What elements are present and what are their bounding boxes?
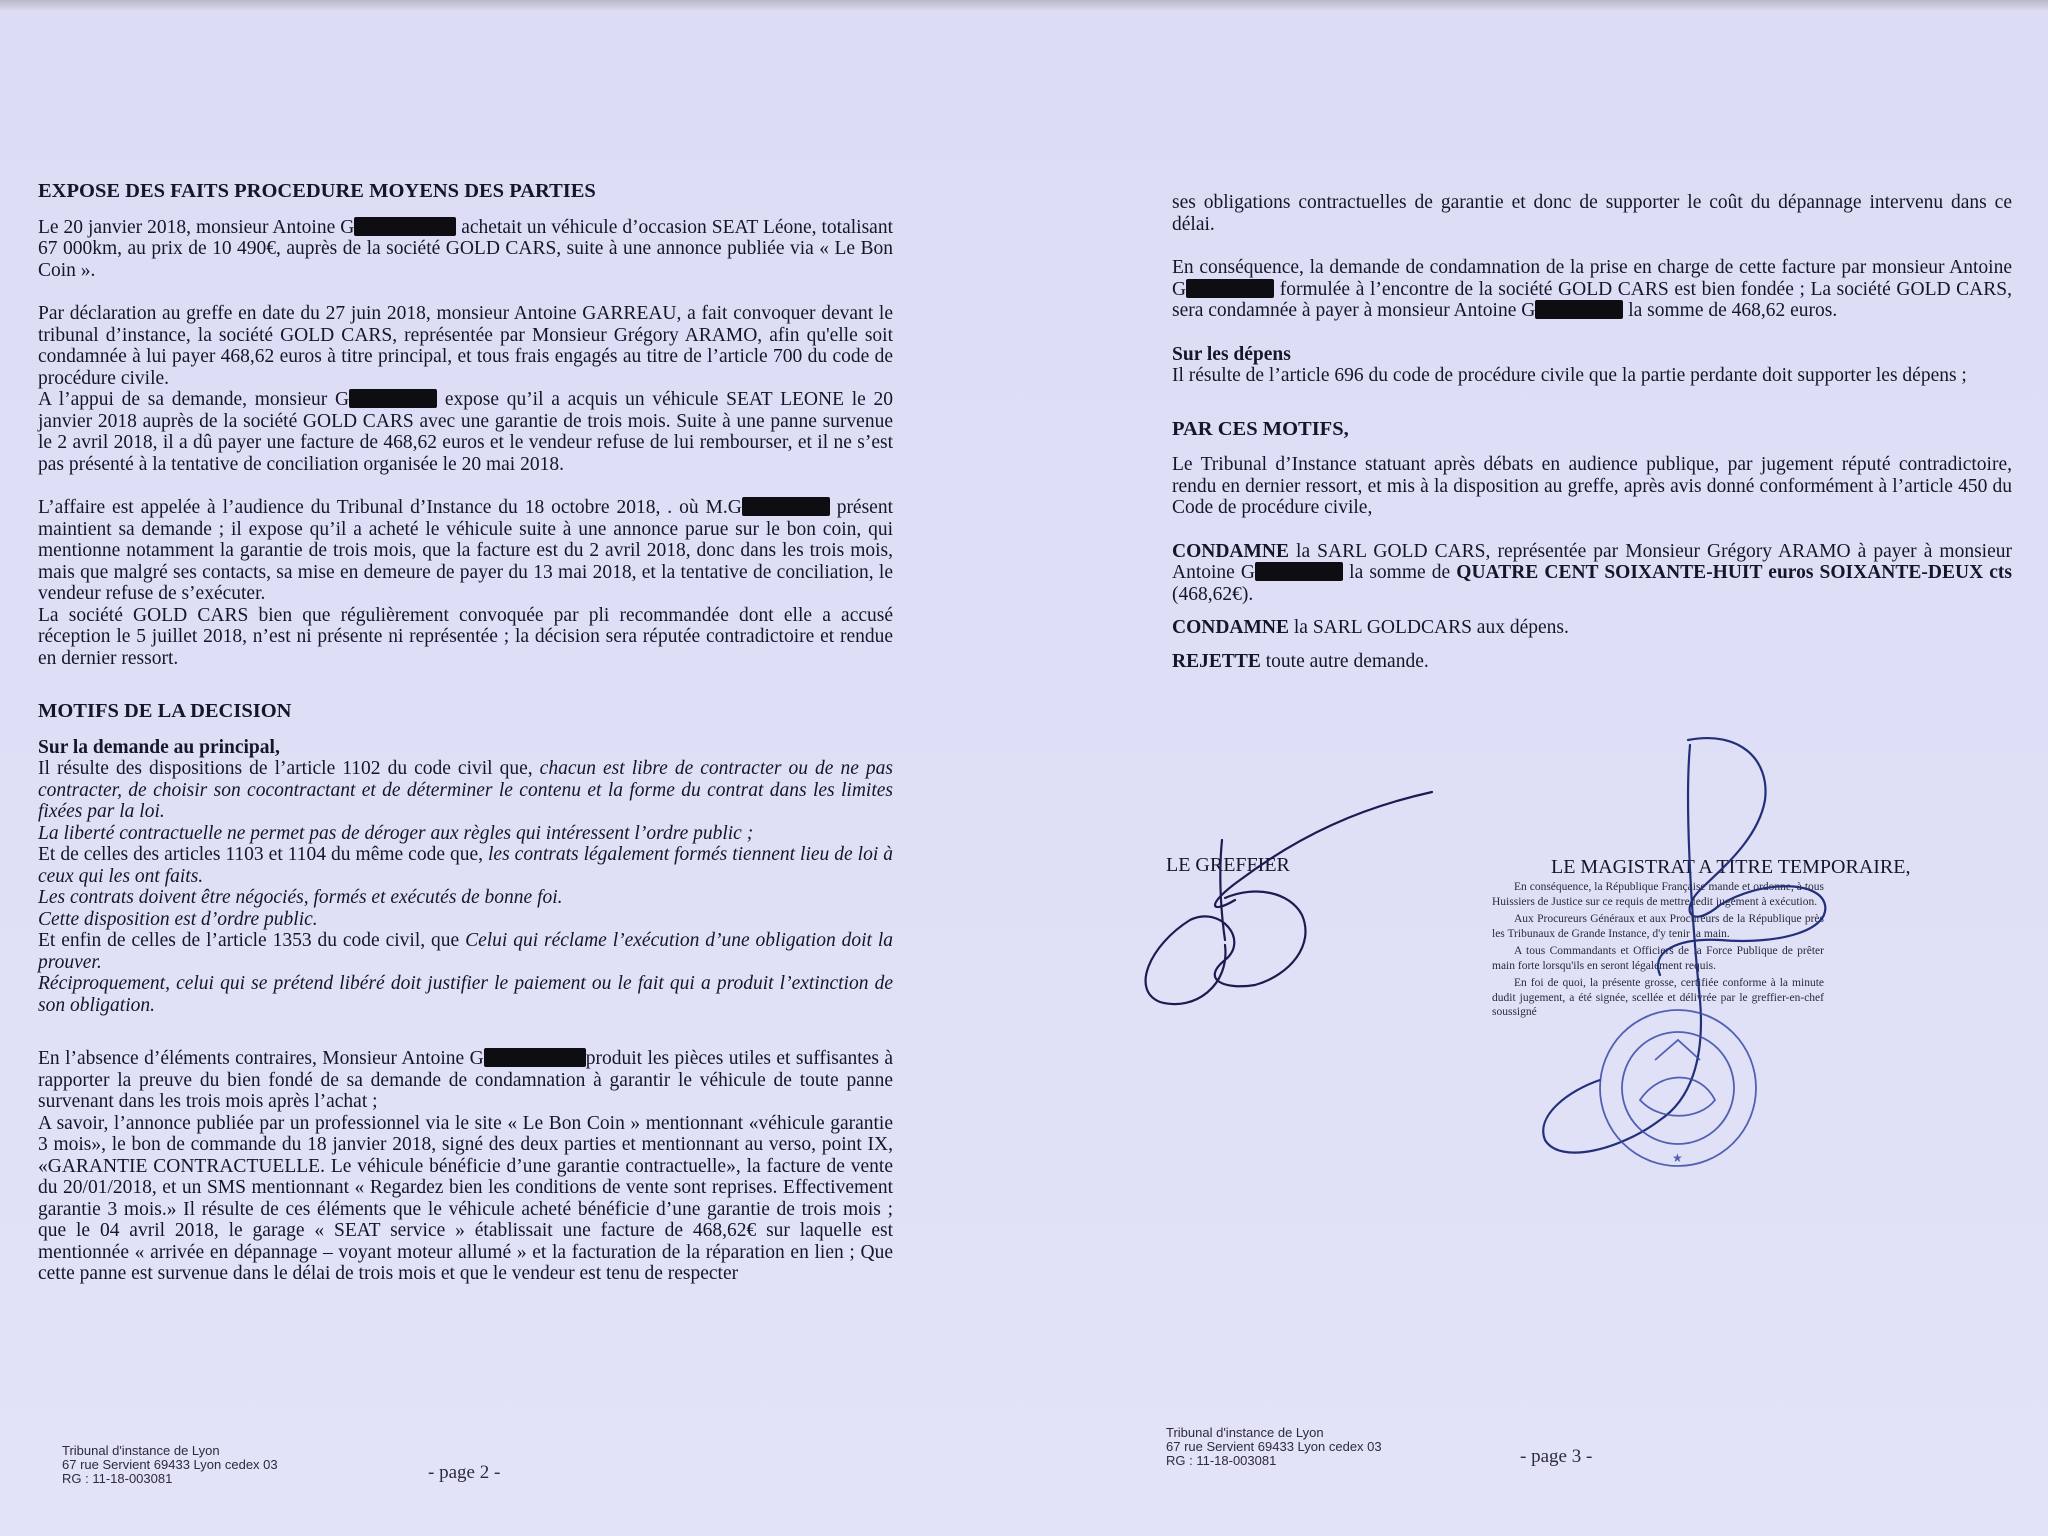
page-number-left: - page 2 - [428,1462,501,1483]
document-top-edge [0,0,2048,10]
text: formulée à l’encontre de la société GOLD CARS est bien fondée ; La société GOLD CARS, sera condamnée à payer à monsieur Antoine G [1172,278,2012,321]
heading-expose-faits: EXPOSE DES FAITS PROCEDURE MOYENS DES PARTIES [38,180,596,202]
text: la SARL GOLD CARS, représentée par Monsieur Grégory ARAMO à payer à monsieur Antoine G [1172,540,2012,583]
footer-line: 67 rue Servient 69433 Lyon cedex 03 [62,1457,278,1472]
paragraph-article-1353 [38,930,893,973]
paragraph-article-1103 [38,844,893,887]
text: toute autre demande. [1260,650,1429,672]
text: (468,62€). [1172,583,1254,605]
formula-paragraph: A tous Commandants et Officiers de la Force Publique de prêter main forte lorsqu'ils en seront légalement requis. [1492,945,1824,972]
text: L’affaire est appelée à l’audience du Tribunal d’Instance du 18 octobre 2018, . où M.G [38,497,742,518]
paragraph-rejette [1172,651,2012,673]
page-number-right: - page 3 - [1520,1446,1593,1467]
paragraph-declaration: Par déclaration au greffe en date du 27 juin 2018, monsieur Antoine GARREAU, a fait convoquer devant le tribunal d’instance, la société GOLD CARS, représentée par Monsieur Grégory ARAMO, afin qu'elle soit condamnée à lui payer 468,62 euros à titre principal, et tous frais engagés au titre de l’article 700 du code de procédure civile. [38,303,893,389]
text: A l’appui de sa demande, monsieur G [38,389,350,410]
paragraph-gold-cars: La société GOLD CARS bien que régulièrement convoquée par pli recommandée dont elle a accusé réception le 5 juillet 2018, n’est ni présente ni représentée ; la décision sera réputée contradictoire et rendue en dernier ressort. [38,604,893,669]
label-magistrat: LE MAGISTRAT A TITRE TEMPORAIRE, [1551,856,1911,878]
paragraph-tribunal-statuant: Le Tribunal d’Instance statuant après débats en audience publique, par jugement réputé contradictoire, rendu en dernier ressort, et mis à la disposition au greffe, après avis donné conformément à l’article 450 du Code de procédure civile, [1172,454,2012,518]
paragraph-consequence [1172,257,2012,322]
footer-left [62,1444,278,1486]
greffier-signature [1146,792,1432,1004]
text: Et enfin de celles de l’article 1353 du code civil, que [38,930,466,951]
footer-line: 67 rue Servient 69433 Lyon cedex 03 [1166,1439,1382,1454]
text-italic: Celui qui réclame l’exécution d’une obligation doit la prouver. [38,930,893,973]
formula-paragraph: En conséquence, la République Française mande et ordonne, à tous Huissiers de Justice sur ce requis de mettre ledit jugement à exécution. [1492,881,1824,908]
text: Le 20 janvier 2018, monsieur Antoine G [38,216,355,238]
text: la SARL GOLDCARS aux dépens. [1289,617,1569,638]
paragraph-article-696: Il résulte de l’article 696 du code de procédure civile que la partie perdante doit supporter les dépens ; [1172,365,1967,386]
formula-paragraph: En foi de quoi, la présente grosse, certifiée conforme à la minute dudit jugement, a été signée, scellée et délivrée par le greffier-en-chef soussigné [1492,977,1824,1018]
paragraph-a-savoir: A savoir, l’annonce publiée par un professionnel via le site « Le Bon Coin » mentionnant «véhicule garantie 3 mois», le bon de commande du 18 janvier 2018, signé des deux parties et mentionnant au verso, point IX, «GARANTIE CONTRACTUELLE. Le véhicule bénéficie d’une garantie contractuelle», la facture de vente du 20/01/2018, et un SMS mentionnant « Regardez bien les conditions de vente sont reprises. Effectivement garantie 3 mois.» Il résulte de ces éléments que le véhicule acheté bénéficie d’une garantie de trois mois ; que le 04 avril 2018, le garage « SEAT service » établissait une facture de 468,62€ sur laquelle est mentionnée « arrivée en dépannage – voyant moteur allumé » et la facturation de la réparation en lien ; Que cette panne est survenue dans le délai de trois mois et que le vendeur est tenu de respecter [38,1112,893,1284]
text: En conséquence, la demande de condamnation de la prise en charge de cette facture par monsieur Antoine G [1172,257,2012,300]
text-italic: les contrats légalement formés tiennent lieu de loi à ceux qui les ont faits. [38,844,894,887]
footer-line: Tribunal d'instance de Lyon [1166,1425,1324,1440]
paragraph-liberte: La liberté contractuelle ne permet pas de déroger aux règles qui intéressent l’ordre public ; [38,822,754,844]
text: expose qu’il a acquis un véhicule SEAT LEONE le 20 janvier 2018 auprès de la société GOLD CARS avec une garantie de trois mois. Suite à une panne survenue le 2 avril 2018, il a dû payer une facture de 468,62 euros et le vendeur refuse de lui rembourser, et il ne s’est pas présenté à la tentative de conciliation organisée le 20 mai 2018. [38,389,893,475]
left-page-body [38,181,893,1285]
redaction-bar [1535,300,1623,319]
paragraph-obligations: ses obligations contractuelles de garantie et donc de supporter le coût du dépannage intervenu dans ce délai. [1172,192,2012,235]
paragraph-reciproquement: Réciproquement, celui qui se prétend libéré doit justifier le paiement ou le fait qui a produit l’extinction de son obligation. [38,973,893,1016]
text: produit les pièces utiles et suffisantes à rapporter la preuve du bien fondé de sa demande de condamnation à garantir le véhicule de toute panne survenant dans les trois mois après l’achat ; [38,1048,894,1112]
keyword-condamne: CONDAMNE [1172,617,1289,638]
text: Il résulte des dispositions de l’article 1102 du code civil que, [38,758,540,779]
text: achetait un véhicule d’occasion SEAT Léone, totalisant 67 000km, au prix de 10 490€, auprès de la société GOLD CARS, suite à une annonce publiée via « Le Bon Coin ». [38,216,893,281]
redaction-bar [1186,279,1274,298]
paragraph-absence-elements [38,1048,893,1113]
heading-par-ces-motifs: PAR CES MOTIFS, [1172,417,1349,440]
formula-paragraph: Aux Procureurs Généraux et aux Procureurs de la République près les Tribunaux de Grande Instance, d'y tenir la main. [1492,913,1824,940]
text: la somme de [1343,562,1457,583]
paragraph-condamne-depens [1172,617,2012,639]
footer-right [1166,1426,1382,1468]
paragraph-ordre-public: Cette disposition est d’ordre public. [38,908,318,930]
subheading-demande-principal: Sur la demande au principal, [38,736,280,758]
paragraph-condamne-paiement [1172,541,2012,606]
right-page-body [1172,192,2012,672]
paragraph-audience [38,497,893,605]
keyword-condamne: CONDAMNE [1172,540,1289,562]
keyword-rejette: REJETTE [1172,650,1261,672]
paragraph-achat [38,217,893,282]
paragraph-bonne-foi: Les contrats doivent être négociés, formés et exécutés de bonne foi. [38,887,563,908]
label-greffier: LE GREFFIER [1166,854,1290,876]
text: présent maintient sa demande ; il expose qu’il a acheté le véhicule suite à une annonce parue sur le bon coin, qui mentionne notamment la garantie de trois mois, que la facture est du 2 avril 2018, donc dans les trois mois, mais que malgré ses contacts, sa mise en demeure de payer du 13 mai 2018, et la tentative de conciliation, le vendeur refuse de s’exécuter. [38,497,894,604]
svg-text:★: ★ [1672,1151,1683,1165]
footer-line: RG : 11-18-003081 [62,1471,173,1486]
text-italic: chacun est libre de contracter ou de ne pas contracter, de choisir son cocontractant et de déterminer le contenu et la forme du contrat dans les limites fixées par la loi. [38,758,893,822]
amount-in-words: QUATRE CENT SOIXANTE-HUIT euros SOIXANTE-DEUX cts [1456,562,2013,583]
footer-line: Tribunal d'instance de Lyon [62,1443,220,1458]
court-seal [1600,1010,1756,1166]
redaction-bar [742,497,830,516]
redaction-bar [484,1048,586,1067]
redaction-bar [354,217,456,236]
redaction-bar [1255,562,1343,581]
executory-formula [1492,880,1824,1023]
text: Et de celles des articles 1103 et 1104 du même code que, [38,844,489,865]
paragraph-appui [38,389,893,475]
subheading-depens: Sur les dépens [1172,343,1291,365]
text: la somme de 468,62 euros. [1623,300,1838,321]
redaction-bar [349,389,437,408]
paragraph-article-1102 [38,758,893,823]
heading-motifs-decision: MOTIFS DE LA DECISION [38,700,292,722]
footer-line: RG : 11-18-003081 [1166,1453,1277,1468]
text: En l’absence d’éléments contraires, Monsieur Antoine G [38,1048,484,1069]
